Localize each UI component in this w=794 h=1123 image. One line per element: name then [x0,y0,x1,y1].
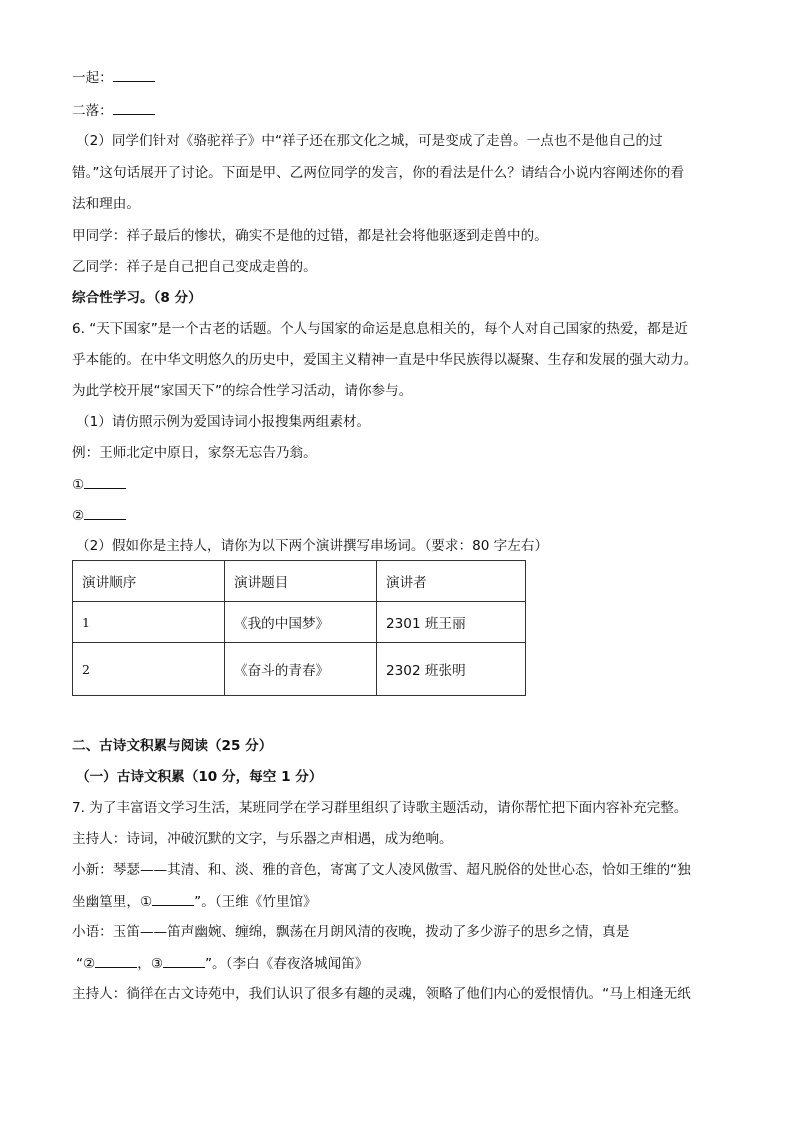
answer-erluo [72,100,155,121]
xiaoyu2-b: ，③ [137,956,164,972]
q5-2-jia: 甲同学：祥子最后的惨状，确实不是他的过错，都是社会将他驱逐到走兽中的。 [72,228,548,244]
q7-xiaoxin2 [72,891,317,912]
q6-sub1: （1）请仿照示例为爱国诗词小报搜集两组素材。 [76,414,371,430]
q5-2-line3: 法和理由。 [72,196,140,212]
yiqi-label: 一起： [72,70,113,86]
blank-2[interactable] [95,953,137,968]
q6-sub2: （2）假如你是主持人，请你为以下两个演讲撰写串场词。（要求：80 字左右） [76,538,549,554]
xiaoxin2-post: ”。（王维《竹里馆》 [194,894,317,910]
q7-host1: 主持人：诗词，冲破沉默的文字，与乐器之声相遇，成为绝响。 [72,831,453,847]
q6-blank1-row [72,474,126,495]
row1-title: 《我的中国梦》 [225,602,377,643]
blank-3[interactable] [163,953,205,968]
row1-speaker: 2301 班王丽 [377,602,526,643]
xiaoyu2-c: ”。（李白《春夜洛城闻笛》 [205,956,369,972]
blank1-field[interactable] [84,474,126,489]
blank-1[interactable] [152,891,194,906]
q5-2-yi: 乙同学：祥子是自己把自己变成走兽的。 [72,259,317,275]
speech-table [72,560,526,696]
q6-example: 例：王师北定中原日，家祭无忘告乃翁。 [72,445,317,461]
q6-line3: 为此学校开展“家国天下”的综合性学习活动，请你参与。 [72,383,413,399]
section2-heading: 二、古诗文积累与阅读（25 分） [72,738,273,754]
erluo-blank[interactable] [113,100,155,115]
table-header-row [73,561,526,602]
answer-yiqi [72,67,155,88]
q5-2-line2: 错。”这句话展开了讨论。下面是甲、乙两位同学的发言，你的看法是什么？请结合小说内容阐述你的看 [72,165,684,181]
q6-line1: 6. “天下国家”是一个古老的话题。个人与国家的命运是息息相关的，每个人对自己国家的热爱，都是近 [72,321,688,337]
q7-xiaoyu2 [76,953,368,974]
section2-subheading: （一）古诗文积累（10 分，每空 1 分） [76,769,323,785]
blank2-label: ② [72,508,85,524]
q7-xiaoxin1: 小新：琴瑟——其清、和、淡、雅的音色，寄寓了文人凌风傲雪、超凡脱俗的处世心态，恰如王维的“独 [72,862,691,878]
header-order: 演讲顺序 [73,561,225,602]
q6-blank2-row [72,505,126,526]
q7-line1: 7. 为了丰富语文学习生活，某班同学在学习群里组织了诗歌主题活动，请你帮忙把下面内容补充完整。 [72,800,688,816]
section-comprehensive-heading: 综合性学习。（8 分） [72,290,202,306]
xiaoxin2-pre: 坐幽篁里，① [72,894,153,910]
blank2-field[interactable] [84,505,126,520]
erluo-label: 二落： [72,103,113,119]
header-title: 演讲题目 [225,561,377,602]
blank1-label: ① [72,477,85,493]
q7-host2: 主持人：徜徉在古文诗苑中，我们认识了很多有趣的灵魂，领略了他们内心的爱恨情仇。“马上相逢无纸 [72,986,691,1002]
row2-order: 2 [73,643,225,696]
table-row [73,602,526,643]
table-row [73,643,526,696]
xiaoyu2-a: “② [76,956,96,972]
row1-order: 1 [73,602,225,643]
row2-speaker: 2302 班张明 [377,643,526,696]
row2-title: 《奋斗的青春》 [225,643,377,696]
q5-2-line1: （2）同学们针对《骆驼祥子》中“祥子还在那文化之城，可是变成了走兽。一点也不是他自己的过 [76,133,663,149]
q6-line2: 乎本能的。在中华文明悠久的历史中，爱国主义精神一直是中华民族得以凝聚、生存和发展的强大动力。 [72,352,698,368]
header-speaker: 演讲者 [377,561,526,602]
yiqi-blank[interactable] [113,67,155,82]
q7-xiaoyu1: 小语：玉笛——笛声幽婉、缠绵，飘荡在月朗风清的夜晚，拨动了多少游子的思乡之情，真是 [72,924,630,940]
